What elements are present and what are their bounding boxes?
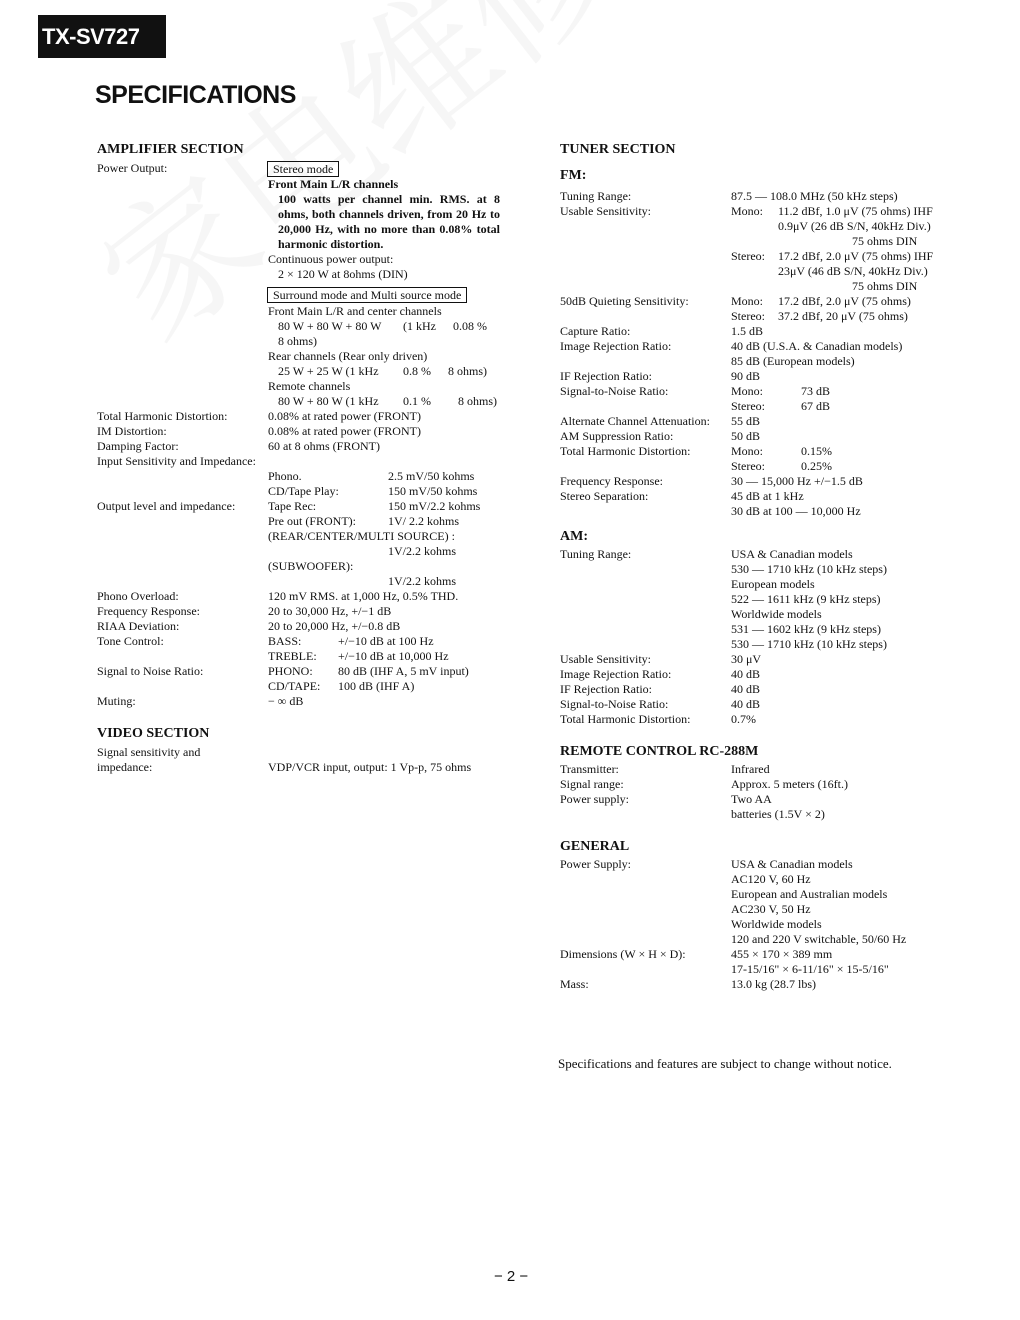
dimensions-label: Dimensions (W × H × D):	[560, 947, 686, 961]
taperec-label: Tape Rec:	[268, 499, 317, 513]
rear-channels-label: Rear channels (Rear only driven)	[268, 349, 428, 363]
am-thd-label: Total Harmonic Distortion:	[560, 712, 691, 726]
remote-range-label: Signal range:	[560, 777, 624, 791]
fm-image-value2: 85 dB (European models)	[731, 354, 855, 368]
fm-snr-stereo-label: Stereo:	[731, 399, 765, 413]
fm-capture-label: Capture Ratio:	[560, 324, 631, 338]
front-center-thd: 0.08 %	[453, 319, 487, 333]
remote-channels-ohms: 8 ohms)	[458, 394, 497, 408]
remote-channels-label: Remote channels	[268, 379, 351, 393]
dimensions-value2: 17-15/16" × 6-11/16" × 15-5/16"	[731, 962, 889, 976]
bass-value: +/−10 dB at 100 Hz	[338, 634, 434, 648]
fm-quieting-stereo-label: Stereo:	[731, 309, 765, 323]
fm-separation-value1: 45 dB at 1 kHz	[731, 489, 804, 503]
subwoofer-value: 1V/2.2 kohms	[388, 574, 457, 588]
phono-value: 2.5 mV/50 kohms	[388, 469, 475, 483]
fm-snr-stereo-value: 67 dB	[801, 399, 831, 413]
fm-usable-label: Usable Sensitivity:	[560, 204, 651, 218]
fm-image-label: Image Rejection Ratio:	[560, 339, 672, 353]
general-power-l5: Worldwide models	[731, 917, 822, 931]
damping-label: Damping Factor:	[97, 439, 179, 453]
fm-tuning-label: Tuning Range:	[560, 189, 632, 203]
rear-channels-thd: 0.8 %	[403, 364, 431, 378]
am-snr-value: 40 dB	[731, 697, 761, 711]
fm-quieting-mono-value: 17.2 dBf, 2.0 μV (75 ohms)	[778, 294, 911, 308]
fm-heading: FM:	[560, 168, 587, 183]
remote-channels-value: 80 W + 80 W (1 kHz	[278, 394, 379, 408]
muting-value: − ∞ dB	[268, 694, 304, 708]
video-value: VDP/VCR input, output: 1 Vp-p, 75 ohms	[268, 760, 472, 774]
surround-mode-box: Surround mode and Multi source mode	[267, 287, 467, 303]
am-tuning-l5: Worldwide models	[731, 607, 822, 621]
am-if-label: IF Rejection Ratio:	[560, 682, 652, 696]
general-power-l1: USA & Canadian models	[731, 857, 853, 871]
fm-capture-value: 1.5 dB	[731, 324, 764, 338]
fm-thd-label: Total Harmonic Distortion:	[560, 444, 691, 458]
fm-usable-stereo-l2: 23μV (46 dB S/N, 40kHz Div.)	[778, 264, 928, 278]
freq-response-label: Frequency Response:	[97, 604, 200, 618]
am-tuning-l6: 531 — 1602 kHz (9 kHz steps)	[731, 622, 881, 636]
rearcenter-label: (REAR/CENTER/MULTI SOURCE) :	[268, 529, 455, 543]
video-label-line1: Signal sensitivity and	[97, 745, 201, 759]
fm-usable-mono-l1: 11.2 dBf, 1.0 μV (75 ohms) IHF	[778, 204, 933, 218]
front-center-label: Front Main L/R and center channels	[268, 304, 442, 318]
continuous-value: 2 × 120 W at 8ohms (DIN)	[278, 267, 408, 281]
cdtape-label: CD/Tape Play:	[268, 484, 339, 498]
am-usable-value: 30 μV	[731, 652, 762, 666]
remote-power-value2: batteries (1.5V × 2)	[731, 807, 825, 821]
fm-freq-value: 30 — 15,000 Hz +/−1.5 dB	[731, 474, 863, 488]
remote-power-label: Power supply:	[560, 792, 629, 806]
fm-snr-label: Signal-to-Noise Ratio:	[560, 384, 669, 398]
stereo-mode-box: Stereo mode	[267, 161, 339, 177]
am-image-value: 40 dB	[731, 667, 761, 681]
treble-label: TREBLE:	[268, 649, 317, 663]
am-tuning-l3: European models	[731, 577, 815, 591]
video-label-line2: impedance:	[97, 760, 153, 774]
fm-quieting-mono-label: Mono:	[731, 294, 764, 308]
fm-usable-stereo-label: Stereo:	[731, 249, 765, 263]
fm-if-label: IF Rejection Ratio:	[560, 369, 652, 383]
riaa-value: 20 to 20,000 Hz, +/−0.8 dB	[268, 619, 401, 633]
subwoofer-label: (SUBWOOFER):	[268, 559, 354, 573]
rear-channels-value: 25 W + 25 W (1 kHz	[278, 364, 379, 378]
preout-value: 1V/ 2.2 kohms	[388, 514, 460, 528]
dimensions-value1: 455 × 170 × 389 mm	[731, 947, 833, 961]
remote-range-value: Approx. 5 meters (16ft.)	[731, 777, 848, 791]
phono-overload-value: 120 mV RMS. at 1,000 Hz, 0.5% THD.	[268, 589, 459, 603]
mass-label: Mass:	[560, 977, 589, 991]
front-center-ohms: 8 ohms)	[278, 334, 317, 348]
im-label: IM Distortion:	[97, 424, 167, 438]
bass-label: BASS:	[268, 634, 302, 648]
fm-snr-mono-value: 73 dB	[801, 384, 831, 398]
general-heading: GENERAL	[560, 839, 630, 854]
thd-label: Total Harmonic Distortion:	[97, 409, 228, 423]
fm-usable-stereo-l1: 17.2 dBf, 2.0 μV (75 ohms) IHF	[778, 249, 934, 263]
am-if-value: 40 dB	[731, 682, 761, 696]
im-value: 0.08% at rated power (FRONT)	[268, 424, 421, 438]
tone-control-label: Tone Control:	[97, 634, 164, 648]
fm-am-supp-value: 50 dB	[731, 429, 761, 443]
fm-image-value1: 40 dB (U.S.A. & Canadian models)	[731, 339, 903, 353]
taperec-value: 150 mV/2.2 kohms	[388, 499, 481, 513]
am-tuning-l2: 530 — 1710 kHz (10 kHz steps)	[731, 562, 887, 576]
phono-label: Phono.	[268, 469, 302, 483]
fm-thd-stereo-value: 0.25%	[801, 459, 832, 473]
am-snr-label: Signal-to-Noise Ratio:	[560, 697, 669, 711]
continuous-label: Continuous power output:	[268, 252, 394, 266]
am-tuning-l4: 522 — 1611 kHz (9 kHz steps)	[731, 592, 881, 606]
fm-am-supp-label: AM Suppression Ratio:	[560, 429, 674, 443]
front-center-value: 80 W + 80 W + 80 W	[278, 319, 382, 333]
riaa-label: RIAA Deviation:	[97, 619, 180, 633]
rearcenter-value: 1V/2.2 kohms	[388, 544, 457, 558]
mass-value: 13.0 kg (28.7 lbs)	[731, 977, 816, 991]
amplifier-heading: AMPLIFIER SECTION	[97, 142, 244, 157]
remote-heading: REMOTE CONTROL RC-288M	[560, 744, 759, 759]
remote-channels-thd: 0.1 %	[403, 394, 431, 408]
remote-power-value1: Two AA	[731, 792, 772, 806]
remote-transmitter-value: Infrared	[731, 762, 770, 776]
front-main-title: Front Main L/R channels	[268, 177, 399, 191]
am-tuning-l7: 530 — 1710 kHz (10 kHz steps)	[731, 637, 887, 651]
snr-phono-value: 80 dB (IHF A, 5 mV input)	[338, 664, 469, 678]
phono-overload-label: Phono Overload:	[97, 589, 179, 603]
thd-value: 0.08% at rated power (FRONT)	[268, 409, 421, 423]
fm-tuning-value: 87.5 — 108.0 MHz (50 kHz steps)	[731, 189, 898, 203]
snr-cdtape-value: 100 dB (IHF A)	[338, 679, 415, 693]
fm-quieting-stereo-value: 37.2 dBf, 20 μV (75 ohms)	[778, 309, 908, 323]
cdtape-value: 150 mV/50 kohms	[388, 484, 478, 498]
fm-alt-value: 55 dB	[731, 414, 761, 428]
freq-response-value: 20 to 30,000 Hz, +/−1 dB	[268, 604, 392, 618]
am-image-label: Image Rejection Ratio:	[560, 667, 672, 681]
fm-quieting-label: 50dB Quieting Sensitivity:	[560, 294, 689, 308]
page-title: SPECIFICATIONS	[95, 81, 296, 109]
damping-value: 60 at 8 ohms (FRONT)	[268, 439, 380, 453]
general-power-l2: AC120 V, 60 Hz	[731, 872, 811, 886]
fm-thd-stereo-label: Stereo:	[731, 459, 765, 473]
general-power-l3: European and Australian models	[731, 887, 888, 901]
fm-if-value: 90 dB	[731, 369, 761, 383]
am-thd-value: 0.7%	[731, 712, 756, 726]
front-main-text: 100 watts per channel min. RMS. at 8 ohms, both channels driven, from 20 Hz to 20,000 Hz, with no more than 0.08% total harmonic distortion.	[278, 192, 500, 251]
footnote: Specifications and features are subject to change without notice.	[558, 1056, 892, 1071]
general-power-label: Power Supply:	[560, 857, 632, 871]
am-tuning-l1: USA & Canadian models	[731, 547, 853, 561]
power-output-label: Power Output:	[97, 161, 168, 175]
fm-usable-stereo-l3: 75 ohms DIN	[852, 279, 918, 293]
muting-label: Muting:	[97, 694, 136, 708]
fm-usable-mono-l3: 75 ohms DIN	[852, 234, 918, 248]
snr-cdtape-label: CD/TAPE:	[268, 679, 321, 693]
am-heading: AM:	[560, 529, 588, 544]
fm-thd-mono-label: Mono:	[731, 444, 764, 458]
remote-transmitter-label: Transmitter:	[560, 762, 619, 776]
treble-value: +/−10 dB at 10,000 Hz	[338, 649, 449, 663]
fm-separation-label: Stereo Separation:	[560, 489, 649, 503]
preout-label: Pre out (FRONT):	[268, 514, 356, 528]
fm-thd-mono-value: 0.15%	[801, 444, 832, 458]
am-tuning-label: Tuning Range:	[560, 547, 632, 561]
front-center-freq: (1 kHz	[403, 319, 436, 333]
general-power-l6: 120 and 220 V switchable, 50/60 Hz	[731, 932, 907, 946]
am-usable-label: Usable Sensitivity:	[560, 652, 651, 666]
fm-alt-label: Alternate Channel Attenuation:	[560, 414, 710, 428]
general-power-l4: AC230 V, 50 Hz	[731, 902, 811, 916]
snr-phono-label: PHONO:	[268, 664, 313, 678]
fm-snr-mono-label: Mono:	[731, 384, 764, 398]
fm-freq-label: Frequency Response:	[560, 474, 663, 488]
model-badge: TX-SV727	[38, 15, 166, 58]
tuner-heading: TUNER SECTION	[560, 142, 676, 157]
snr-label: Signal to Noise Ratio:	[97, 664, 204, 678]
page-number: − 2 −	[494, 1268, 529, 1285]
fm-usable-mono-label: Mono:	[731, 204, 764, 218]
fm-separation-value2: 30 dB at 100 — 10,000 Hz	[731, 504, 861, 518]
video-heading: VIDEO SECTION	[97, 726, 210, 741]
fm-usable-mono-l2: 0.9μV (26 dB S/N, 40kHz Div.)	[778, 219, 931, 233]
output-level-label: Output level and impedance:	[97, 499, 236, 513]
input-sensitivity-label: Input Sensitivity and Impedance:	[97, 454, 256, 468]
rear-channels-ohms: 8 ohms)	[448, 364, 487, 378]
